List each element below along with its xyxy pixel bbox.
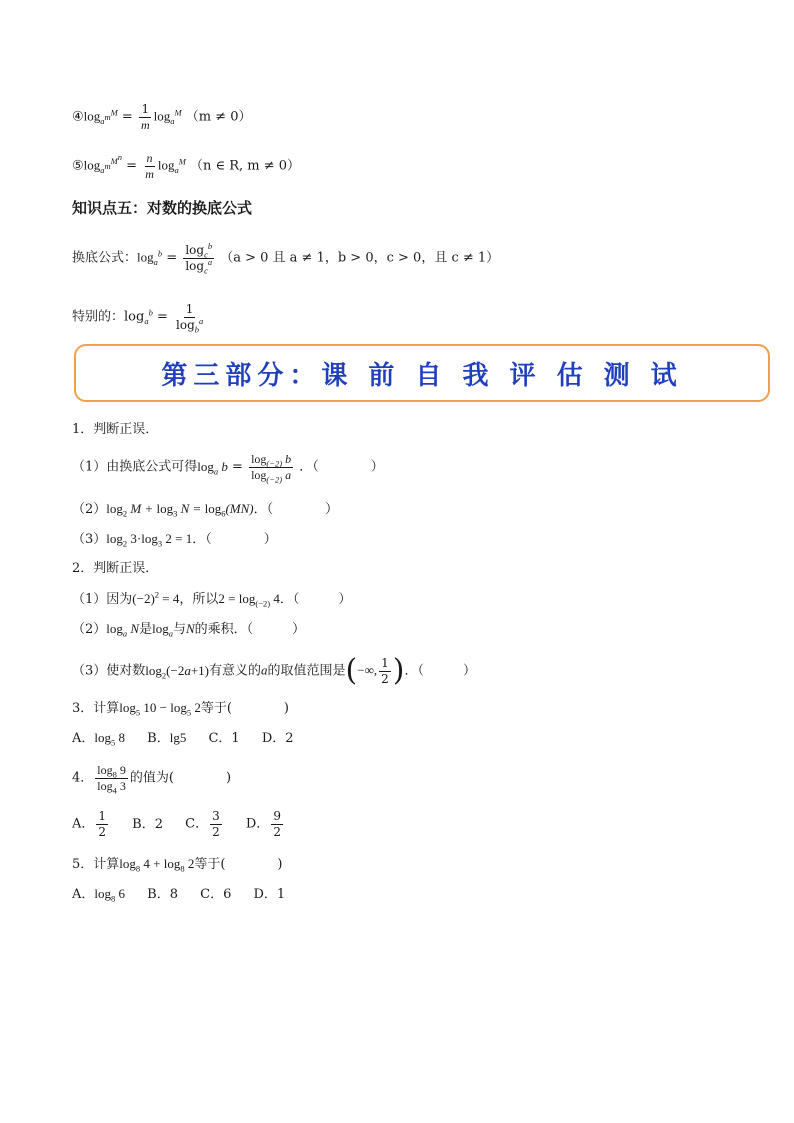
- choice-b[interactable]: B．8: [147, 887, 178, 902]
- fraction: $\frac{9}{2}$: [273, 809, 281, 839]
- question-1-title: 1．判断正误．: [72, 422, 159, 437]
- fraction: $\frac{1}{\log_b^a}$: [176, 302, 204, 334]
- choice-a[interactable]: A．$\log_8 6$: [72, 886, 126, 904]
- choice-b[interactable]: B．2: [132, 816, 163, 832]
- change-of-base-condition: （a > 0 且 a ≠ 1，b > 0，c > 0，且 c ≠ 1）: [220, 250, 500, 266]
- choice-c[interactable]: C． $\frac{3}{2}$: [185, 809, 220, 839]
- question-1-item-3: $(3)\log_2$ $3\cdot\log_3$ 2 = 1．（ ）: [72, 531, 277, 549]
- choice-d[interactable]: D．1: [253, 887, 286, 902]
- fraction: $\frac{1}{2}$: [381, 655, 389, 686]
- formula-5-label: ⑤: [72, 158, 84, 174]
- formula-4-condition: （m ≠ 0）: [185, 109, 252, 125]
- special-case-label: 特别的：: [72, 309, 125, 325]
- question-3-choices: [72, 730, 312, 748]
- special-case-formula: 特别的：$\log_a^b$ = $\frac{1}{\log_b^a}$: [72, 302, 204, 334]
- fraction: $\frac{3}{2}$: [212, 809, 220, 839]
- formula-5: $⑤\log_{a^m}^{M^n}$ = $\frac{n}{m}$ $\log_a^M (n$ ∈ R, m ≠ 0）: [72, 151, 301, 181]
- question-5: 5．计算$\log_8 4 + \log_8 2$等于( ): [72, 856, 283, 874]
- banner-title: 第三部分：课 前 自 我 评 估 测 试: [161, 360, 683, 391]
- formula-5-condition: （n ∈ R, m ≠ 0）: [189, 158, 301, 174]
- question-4-choices: [72, 810, 303, 838]
- formula-4-label: ④: [72, 109, 84, 125]
- choice-a[interactable]: A．$\log_5 8$: [72, 730, 126, 748]
- question-1-item-2: $(2)\log_2$ $M + \log_3 N = \log_6(MN)$．（ ）: [72, 501, 339, 519]
- section-heading: 知识点五：对数的换底公式: [72, 199, 253, 217]
- fraction: $\frac{1}{2}$: [98, 809, 107, 839]
- fraction: $\frac{\log_c^b}{\log_c^a}$: [185, 241, 213, 275]
- choice-b[interactable]: B．lg5: [147, 730, 187, 746]
- formula-4: $④\log_{a^m}^M$ = $\frac{1}{m}$ $\log_a^M (m \ne 0)$: [72, 102, 252, 132]
- choice-c[interactable]: C．1: [208, 731, 240, 746]
- fraction: $\frac{n}{m}$: [145, 151, 154, 181]
- choice-d[interactable]: D．2: [261, 731, 294, 746]
- choice-c[interactable]: C．6: [200, 887, 232, 902]
- part-three-banner: [74, 344, 770, 402]
- fraction: $\frac{\log_8 9}{\log_4 3}$: [97, 763, 126, 795]
- question-2-title: 2．判断正误．: [72, 561, 159, 576]
- choice-d[interactable]: D． $\frac{9}{2}$: [245, 809, 281, 839]
- fraction: $\frac{1}{m}$: [140, 102, 150, 132]
- question-4: 4． $\frac{\log_8 9}{\log_4 3}$ 的值为( ): [72, 763, 232, 795]
- question-5-choices: [72, 886, 303, 904]
- question-2-item-2: $(2)\log_a$ N是$\log_a$与N的乘积．（ ）: [72, 621, 306, 639]
- question-1-item-1: （1）由换底公式可得$\log_a b$ = $\frac{\log_{(-2)} b}{\log_{(-2)} a}$ ．（ ）: [72, 452, 384, 484]
- change-of-base-label: 换底公式：: [72, 250, 138, 266]
- question-3: 3．计算$\log_5 10 - \log_5 2$等于( ): [72, 700, 290, 718]
- question-2-item-1: （1）因为$(-2)^2 = 4$，所以$2 = \log_{(-2)} 4$．（ ）: [72, 589, 352, 609]
- question-2-item-3: （3）使对数$\log_2(-2a+1)$有意义的a的取值范围是(−∞, $\frac{1}{2}$ )．（ ）: [72, 653, 476, 688]
- fraction: $\frac{\log_{(-2)} b}{\log_{(-2)} a}$: [251, 452, 292, 484]
- change-of-base-formula: 换底公式：$\log_a^b$ = $\frac{\log_c^b}{\log_c^a}$ （a > 0 且 a ≠ 1，b > 0，c > 0，且 c ≠ 1）: [72, 241, 500, 275]
- choice-a[interactable]: A． $\frac{1}{2}$: [72, 809, 107, 839]
